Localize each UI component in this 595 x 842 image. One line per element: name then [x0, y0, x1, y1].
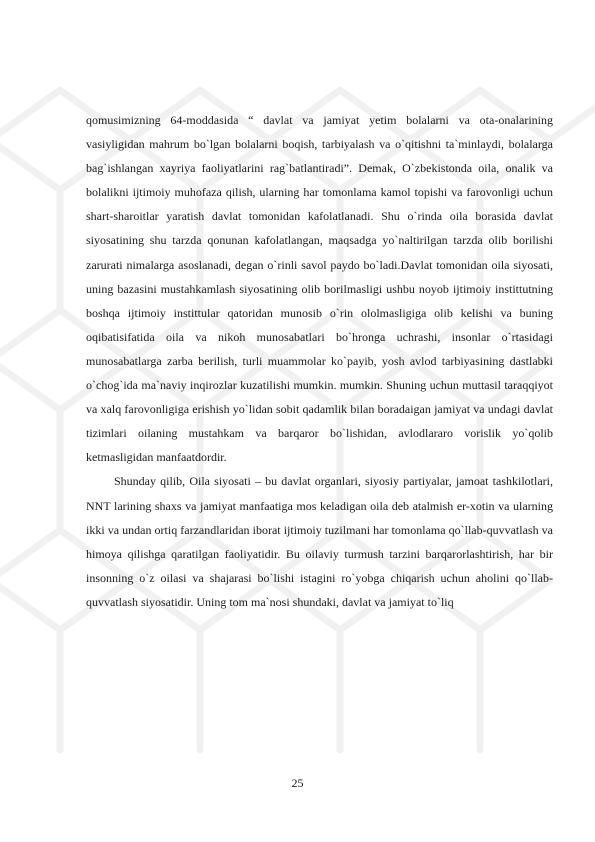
page-number: 25	[291, 776, 304, 790]
page-body	[86, 108, 553, 614]
paragraph-2: Shunday qilib, Oila siyosati – bu davlat organlari, siyosiy partiyalar, jamoat tashkilotlari, NNT larining shaxs va jamiyat manfaatiga mos keladigan oila deb atalmish er-xotin va ularning ikki va undan ortiq farzandlaridan iborat ijtimoiy tuzilmani har tomonlama qo`llab-quvvatlash va himoya qilishga qaratilgan faoliyatidir. Bu oilaviy turmush tarzini barqarorlashtirish, har bir insonning o`z oilasi va shajarasi bo`lishi istagini ro`yobga chiqarish uchun aholini qo`llab-quvvatlash siyosatidir. Uning tom ma`nosi shundaki, davlat va jamiyat to`liq	[86, 474, 553, 609]
paragraph-1: qomusimizning 64-moddasida “ davlat va jamiyat yetim bolalarni va ota-onalarining vasiyligidan mahrum bo`lgan bolalarni boqish, tarbiyalash va o`qitishni ta`minlaydi, bolalarga bag`ishlangan xayriya faoliyatlarini rag`batlantiradi”. Demak, O`zbekistonda oila, onalik va bolalikni ijtimoiy muhofaza qilish, ularning har tomonlama kamol topishi va farovonligi uchun shart-sharoitlar yaratish davlat tomonidan kafolatlanadi. Shu o`rinda oila borasida davlat siyosatining shu tarzda qonunan kafolatlangan, maqsadga yo`naltirilgan tarzda olib borilishi zarurati nimalarga asoslanadi, degan o`rinli savol paydo bo`ladi.Davlat tomonidan oila siyosati, uning bazasini mustahkamlash siyosatining olib borilmasligi ushbu noyob ijtimoiy instittutning boshqa ijtimoiy instittular qatoridan munosib o`rin ololmasligiga olib kelishi va buning oqibatisifatida oila va nikoh munosabatlari bo`hronga uchrashi, insonlar o`rtasidagi munosabatlarga zarba berilish, turli muammolar ko`payib, yosh avlod tarbiyasining dastlabki o`chog`ida ma`naviy inqirozlar kuzatilishi mumkin. mumkin. Shuning uchun muttasil taraqqiyot va xalq farovonligiga erishish yo`lidan sobit qadamlik bilan boradaigan jamiyat va undagi davlat tizimlari oilaning mustahkam va barqaror bo`lishidan, avlodlararo vorislik yo`qolib ketmasligidan manfaatdordir.	[86, 113, 553, 465]
